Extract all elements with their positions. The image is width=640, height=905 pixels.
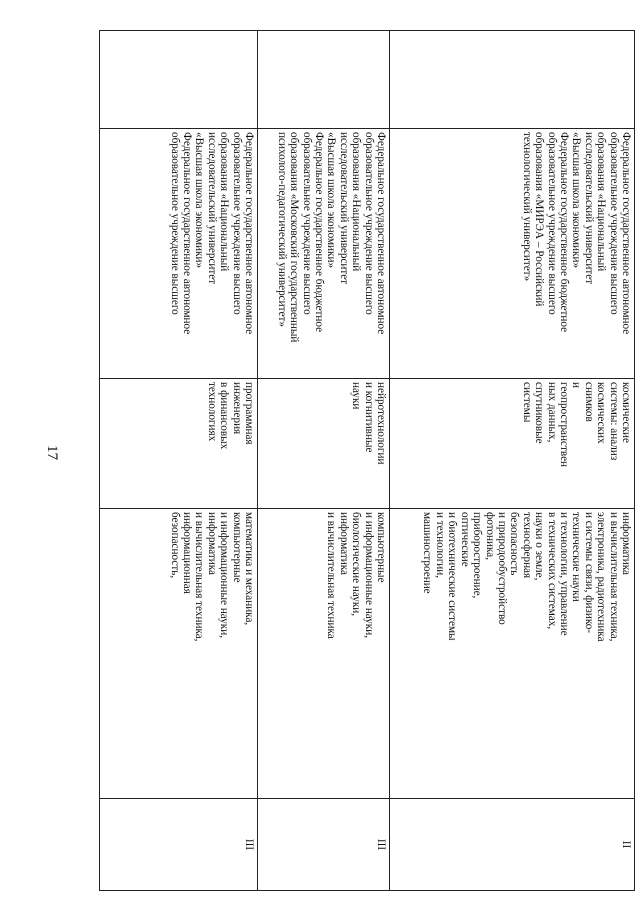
cell-text-line: инженерия: [230, 382, 243, 435]
programs-table: [99, 30, 635, 891]
cell-text-line: и технологии, управление: [557, 512, 570, 636]
cell-text-line: образовательное учреждение высшего: [607, 132, 620, 315]
technology-cell: [258, 379, 390, 509]
cell-text-line: науки: [350, 382, 363, 410]
cell-text-line: Федеральное государственное бюджетное: [557, 132, 570, 333]
cell-text-line: в финансовых: [218, 382, 231, 450]
cell-text-line: электроника, радиотехника: [595, 512, 608, 642]
cell-text-line: и системы связи, физико-: [582, 512, 595, 634]
page-number: 17: [44, 445, 60, 460]
cell-text-line: и технологии,: [433, 512, 446, 579]
cell-text-line: образования «Национальный: [350, 132, 363, 272]
cell-text-line: компьютерные: [375, 512, 387, 583]
table-row: [390, 31, 635, 891]
cell-text-line: геопространствен: [557, 382, 570, 468]
cell-text-line: ных данных,: [545, 382, 558, 443]
row-code-cell: [258, 31, 390, 129]
cell-text-line: и информационные науки,: [362, 512, 375, 639]
cell-text-line: образования «Национальный: [595, 132, 608, 272]
cell-text-line: безопасность,: [168, 512, 181, 579]
cell-text-line: Федеральное государственное автономное: [180, 132, 193, 335]
cell-text-line: информатика: [620, 512, 632, 576]
cell-text-line: спутниковые: [533, 382, 546, 444]
cell-text-line: «Высшая школа экономики»: [325, 132, 338, 269]
cell-text-line: программная: [243, 382, 255, 445]
cell-text-line: технические науки: [570, 512, 583, 602]
table-row: [258, 31, 390, 891]
category-cell: II: [390, 799, 635, 891]
cell-text-line: и биотехнические системы: [446, 512, 459, 641]
cell-text-line: образования «МИРЭА – Российский: [533, 132, 546, 307]
cell-text-line: приборостроение,: [471, 512, 484, 599]
row-code-cell: [390, 31, 635, 129]
cell-text-line: и вычислительная техника,: [607, 512, 620, 642]
cell-text-line: информационная: [180, 512, 193, 594]
cell-text-line: образовательное учреждение высшего: [230, 132, 243, 315]
cell-text-line: системы: [520, 382, 533, 423]
cell-text-line: информатика: [205, 512, 218, 576]
cell-text-line: снимков: [582, 382, 595, 422]
cell-text-line: космические: [620, 382, 632, 443]
cell-text-line: образовательное учреждение высшего: [545, 132, 558, 315]
cell-text-line: Федеральное государственное автономное: [243, 132, 255, 335]
cell-text-line: образования «Московский государственный: [288, 132, 301, 343]
sciences-cell: [100, 509, 258, 799]
category-cell: III: [100, 799, 258, 891]
cell-text-line: технологиях: [205, 382, 218, 442]
cell-text-line: и вычислительная техника,: [193, 512, 206, 642]
cell-text-line: науки о земле,: [533, 512, 546, 581]
cell-text-line: «Высшая школа экономики»: [570, 132, 583, 269]
cell-text-line: образовательное учреждение высшего: [168, 132, 181, 315]
organization-cell: [258, 129, 390, 379]
cell-text-line: образовательное учреждение высшего: [300, 132, 313, 315]
rotated-table-container: [100, 30, 635, 890]
sciences-cell: [258, 509, 390, 799]
organization-cell: [390, 129, 635, 379]
cell-text-line: Федеральное государственное бюджетное: [312, 132, 325, 333]
cell-text-line: образовательное учреждение высшего: [362, 132, 375, 315]
cell-text-line: нейротехнологии: [375, 382, 387, 465]
category-cell: III: [258, 799, 390, 891]
cell-text-line: космических: [595, 382, 608, 444]
cell-text-line: математика и механика,: [243, 512, 255, 626]
cell-text-line: техносферная: [520, 512, 533, 579]
cell-text-line: биологические науки,: [350, 512, 363, 617]
cell-text-line: системы: анализ: [607, 382, 620, 461]
cell-text-line: технологический университет»: [520, 132, 533, 282]
cell-text-line: исследовательский университет: [337, 132, 350, 285]
row-code-cell: [100, 31, 258, 129]
cell-text-line: и когнитивные: [362, 382, 375, 453]
cell-text-line: оптические: [458, 512, 471, 567]
cell-text-line: информатика: [337, 512, 350, 576]
cell-text-line: Федеральное государственное автономное: [620, 132, 632, 335]
cell-text-line: и информационные науки,: [218, 512, 231, 639]
cell-text-line: исследовательский университет: [205, 132, 218, 285]
organization-cell: [100, 129, 258, 379]
cell-text-line: безопасность: [508, 512, 521, 576]
table-row: [100, 31, 258, 891]
cell-text-line: и: [570, 382, 583, 388]
cell-text-line: в технических системах,: [545, 512, 558, 630]
cell-text-line: машиностроение: [421, 512, 434, 594]
cell-text-line: компьютерные: [230, 512, 243, 583]
cell-text-line: «Высшая школа экономики»: [193, 132, 206, 269]
sciences-cell: [390, 509, 635, 799]
technology-cell: [390, 379, 635, 509]
cell-text-line: Федеральное государственное автономное: [375, 132, 387, 335]
cell-text-line: образования «Национальный: [218, 132, 231, 272]
cell-text-line: психолого-педагогический университет»: [275, 132, 288, 327]
technology-cell: [100, 379, 258, 509]
cell-text-line: и вычислительная техника: [325, 512, 338, 639]
cell-text-line: и природообустройство: [495, 512, 508, 625]
cell-text-line: фотоника,: [483, 512, 496, 561]
cell-text-line: исследовательский университет: [582, 132, 595, 285]
